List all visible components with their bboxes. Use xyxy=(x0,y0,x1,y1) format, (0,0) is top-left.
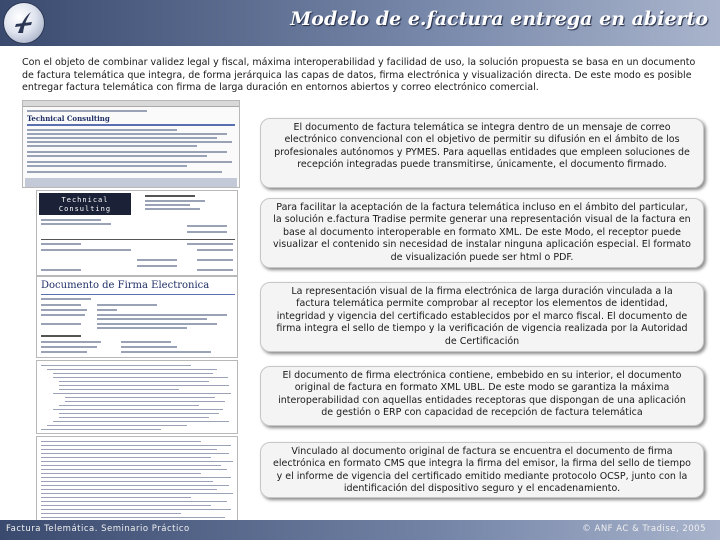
brand-logo-icon xyxy=(4,3,44,43)
page-title: Modelo de e.factura entrega en abierto xyxy=(290,8,708,30)
callout-embedded-xml: El documento de firma electrónica contiene, embebido en su interior, el documento original de factura en formato XML UBL. De este modo se garantiza la máxima interoperabilidad con aquellas entidades receptoras que dispongan de una aplicación de gestión o ERP con capacidad de recepción de factura telemática xyxy=(260,366,704,426)
callout-visual-invoice: Para facilitar la aceptación de la factura telemática incluso en el ámbito del particular, la solución e.factura Tradise permite generar una representación visual de la factura en base al documento interoperable en formato XML. De este Modo, el receptor puede visualizar el contenido sin necesidad de instalar ninguna aplicación especial. El formato de visualización puede ser html o PDF. xyxy=(260,198,704,268)
cms-signature-thumbnail xyxy=(36,436,238,528)
signature-document-thumbnail xyxy=(36,276,238,358)
email-toolbar xyxy=(23,101,239,107)
banner-line-1: Technical xyxy=(61,196,109,204)
callout-email: El documento de factura telemática se integra dentro de un mensaje de correo electrónico convencional con el objetivo de permitir su difusión en el ámbito de los profesionales autónomos y PYMES. Para aquellas entidades que empleen soluciones de recepción integradas puede transmitirse, únicamente, el documento firmado. xyxy=(260,118,704,188)
invoice-banner xyxy=(39,193,131,215)
invoice-thumbnail xyxy=(36,190,238,276)
callout-cms-signature: Vinculado al documento original de factura se encuentra el documento de firma electrónica en formato CMS que integra la firma del emisor, la firma del sello de tiempo y el informe de vigencia del certificado emitido mediante protocolo OCSP, junto con la identificación del dispositivo seguro y el encadenamiento. xyxy=(260,442,704,498)
signature-doc-title: Documento de Firma Electronica xyxy=(41,280,210,291)
xml-document-thumbnail xyxy=(36,360,238,434)
header-bar xyxy=(0,0,720,46)
banner-line-2: Consulting xyxy=(58,205,112,213)
email-thumbnail xyxy=(22,100,240,188)
footer-copyright: © ANF AC & Tradise, 2005 xyxy=(582,524,706,534)
footer-seminar-label: Factura Telemática. Seminario Práctico xyxy=(6,524,190,534)
footer-bar xyxy=(0,520,720,540)
intro-paragraph: Con el objeto de combinar validez legal y fiscal, máxima interoperabilidad y facilidad de uso, la solución propuesta se basa en un documento de factura telemática que integra, de forma jerárquica las capas de datos, firma electrónica y visualización directa. De este modo es posible entregar factura telemática con firma de larga duración en entornos abiertos y correo electrónico comercial. xyxy=(22,57,696,93)
email-header-title: Technical Consulting xyxy=(27,114,110,123)
callout-signature-representation: La representación visual de la firma electrónica de larga duración vinculada a la factura telemática permite comprobar al receptor los elementos de identidad, integridad y vigencia del certificado establecidos por el marco fiscal. El documento de firma integra el sello de tiempo y la verificación de vigencia realizada por la Autoridad de Certificación xyxy=(260,282,704,352)
